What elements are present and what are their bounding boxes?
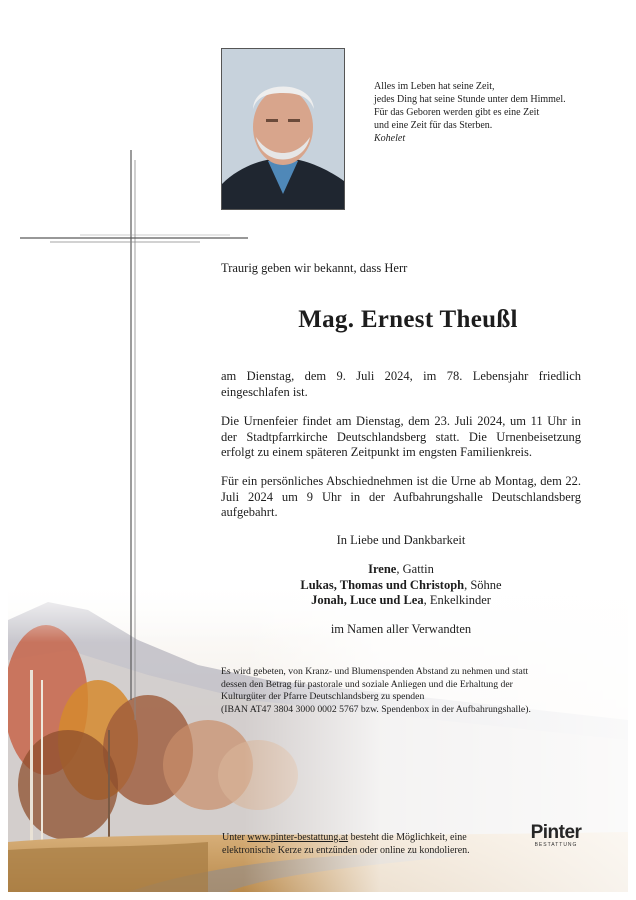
mourner-relation: , Gattin xyxy=(396,562,434,576)
quote-line: Alles im Leben hat seine Zeit, xyxy=(374,81,495,92)
mourner-row xyxy=(221,562,581,578)
mourner-names: Irene xyxy=(368,562,397,576)
quote-line: jedes Ding hat seine Stunde unter dem Himmel. xyxy=(374,94,566,105)
mourner-names: Jonah, Luce und Lea xyxy=(311,593,424,607)
footer-prefix: Unter xyxy=(222,832,248,843)
mourner-row xyxy=(221,593,581,609)
mourner-relation: , Enkelkinder xyxy=(423,593,491,607)
quote-author: Kohelet xyxy=(374,133,406,144)
quote-line: Für das Geboren werden gibt es eine Zeit xyxy=(374,107,540,118)
quote-block xyxy=(374,80,604,145)
footer-text xyxy=(222,831,522,857)
pinter-logo xyxy=(516,822,596,848)
donation-note-line: Kulturgüter der Pfarre Deutschlandsberg zu spenden xyxy=(221,691,425,702)
portrait-image xyxy=(222,49,344,209)
portrait-photo xyxy=(221,48,345,210)
footer-line-rest: besteht die Möglichkeit, eine xyxy=(348,832,467,843)
mourner-row xyxy=(221,578,581,594)
on-behalf-line: im Namen aller Verwandten xyxy=(330,622,472,636)
logo-subtitle: BESTATTUNG xyxy=(534,842,578,848)
website-link[interactable]: www.pinter-bestattung.at xyxy=(247,832,349,843)
donation-note xyxy=(221,666,591,716)
ceremony-paragraph: Die Urnenfeier findet am Dienstag, dem 23. Juli 2024, um 11 Uhr in der Stadtpfarrkirche Deutschlandsberg statt. Die Urnenbeisetzung erfolgt zu einem späteren Zeitpunkt im engsten Familienkreis. xyxy=(221,414,581,459)
mourners-list xyxy=(221,562,581,609)
deceased-name: Mag. Ernest Theußl xyxy=(298,306,518,333)
mourner-relation: , Söhne xyxy=(464,577,502,592)
donation-note-line: (IBAN AT47 3804 3000 0002 5767 bzw. Spendenbox in der Aufbahrungshalle). xyxy=(221,703,531,715)
donation-note-line: Es wird gebeten, von Kranz- und Blumenspenden Abstand zu nehmen und statt xyxy=(221,666,529,677)
closing-line: In Liebe und Dankbarkeit xyxy=(336,533,466,547)
announcement-intro: Traurig geben wir bekannt, dass Herr xyxy=(221,261,408,275)
quote-line: und eine Zeit für das Sterben. xyxy=(374,120,493,131)
footer-line: elektronische Kerze zu entzünden oder online zu kondolieren. xyxy=(222,845,470,856)
viewing-paragraph: Für ein persönliches Abschiednehmen ist die Urne ab Montag, dem 22. Juli 2024 um 9 Uhr in der Aufbahrungshalle Deutschlandsberg aufgebahrt. xyxy=(221,474,581,519)
mourner-names: Lukas, Thomas und Christoph xyxy=(300,577,465,592)
footer-line xyxy=(222,831,522,844)
death-paragraph: am Dienstag, dem 9. Juli 2024, im 78. Lebensjahr friedlich eingeschlafen ist. xyxy=(221,369,581,399)
logo-word: Pinter xyxy=(530,822,582,843)
donation-note-line: dessen den Betrag für pastorale und soziale Anliegen und die Erhaltung der xyxy=(221,678,513,690)
